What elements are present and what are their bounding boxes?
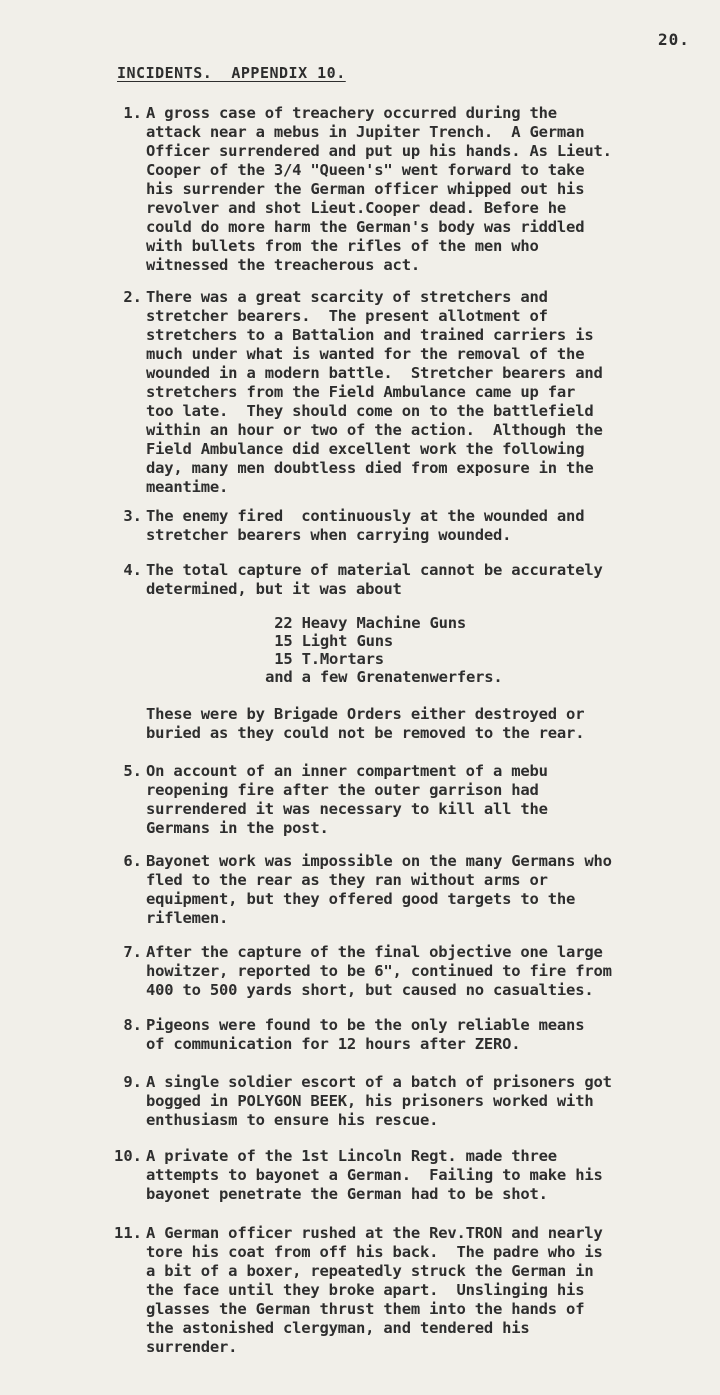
- text-line: enthusiasm to ensure his rescue.: [146, 1111, 439, 1129]
- text-line: equipment, but they offered good targets to the: [146, 890, 576, 908]
- text-line: fled to the rear as they ran without arms or: [146, 871, 548, 889]
- text-line: could do more harm the German's body was riddled: [146, 218, 585, 236]
- text-line: howitzer, reported to be 6", continued to fire from: [146, 962, 612, 980]
- text-line: There was a great scarcity of stretchers and: [146, 288, 548, 306]
- text-line: stretcher bearers. The present allotment of: [146, 307, 548, 325]
- item-number: 9.: [123, 1073, 142, 1091]
- page-number: 20.: [658, 30, 690, 49]
- text-line: On account of an inner compartment of a mebu: [146, 762, 548, 780]
- text-line: 400 to 500 yards short, but caused no casualties.: [146, 981, 594, 999]
- text-line: surrender.: [146, 1338, 238, 1356]
- text-line: of communication for 12 hours after ZERO.: [146, 1035, 521, 1053]
- item-text: [146, 1224, 603, 1357]
- text-line: surrendered it was necessary to kill all the: [146, 800, 548, 818]
- text-line: within an hour or two of the action. Although the: [146, 421, 603, 439]
- item-text: [146, 561, 603, 599]
- text-line: The total capture of material cannot be accurately: [146, 561, 603, 579]
- item-text: [146, 1016, 584, 1054]
- text-line: with bullets from the rifles of the men who: [146, 237, 539, 255]
- text-line: These were by Brigade Orders either destroyed or: [146, 705, 585, 723]
- text-line: A gross case of treachery occurred during the: [146, 104, 557, 122]
- text-line: determined, but it was about: [146, 580, 402, 598]
- text-line: Bayonet work was impossible on the many Germans who: [146, 852, 612, 870]
- text-line: bogged in POLYGON BEEK, his prisoners worked with: [146, 1092, 594, 1110]
- list-item: 15 T.Mortars: [256, 650, 384, 668]
- text-line: A private of the 1st Lincoln Regt. made three: [146, 1147, 557, 1165]
- text-line: a bit of a boxer, repeatedly struck the German in: [146, 1262, 594, 1280]
- text-line: Germans in the post.: [146, 819, 329, 837]
- text-line: stretchers from the Field Ambulance came up far: [146, 383, 576, 401]
- text-line: Field Ambulance did excellent work the following: [146, 440, 585, 458]
- text-line: riflemen.: [146, 909, 229, 927]
- text-line: glasses the German thrust them into the hands of: [146, 1300, 585, 1318]
- item-number: 2.: [123, 288, 142, 306]
- item-number: 8.: [123, 1016, 142, 1034]
- item-text: [146, 943, 612, 1000]
- text-line: Cooper of the 3/4 "Queen's" went forward to take: [146, 161, 585, 179]
- text-line: A single soldier escort of a batch of prisoners got: [146, 1073, 612, 1091]
- text-line: too late. They should come on to the battlefield: [146, 402, 594, 420]
- page-title: INCIDENTS. APPENDIX 10.: [117, 64, 346, 82]
- item-text: [146, 1147, 603, 1204]
- text-line: day, many men doubtless died from exposure in the: [146, 459, 594, 477]
- text-line: reopening fire after the outer garrison had: [146, 781, 539, 799]
- list-item: and a few Grenatenwerfers.: [256, 668, 503, 686]
- text-line: A German officer rushed at the Rev.TRON and nearly: [146, 1224, 603, 1242]
- text-line: stretcher bearers when carrying wounded.: [146, 526, 512, 544]
- item-text: [146, 852, 612, 928]
- item-text-continued: [146, 705, 584, 743]
- item-number: 4.: [123, 561, 142, 579]
- list-item: 22 Heavy Machine Guns: [256, 614, 467, 632]
- captured-material-list: [256, 614, 503, 686]
- text-line: bayonet penetrate the German had to be shot.: [146, 1185, 548, 1203]
- item-number: 10.: [114, 1147, 142, 1165]
- text-line: meantime.: [146, 478, 229, 496]
- text-line: the astonished clergyman, and tendered his: [146, 1319, 530, 1337]
- text-line: tore his coat from off his back. The padre who is: [146, 1243, 603, 1261]
- item-text: [146, 762, 548, 838]
- text-line: Pigeons were found to be the only reliable means: [146, 1016, 585, 1034]
- item-number: 7.: [123, 943, 142, 961]
- text-line: his surrender the German officer whipped out his: [146, 180, 585, 198]
- item-number: 5.: [123, 762, 142, 780]
- text-line: buried as they could not be removed to the rear.: [146, 724, 585, 742]
- text-line: revolver and shot Lieut.Cooper dead. Before he: [146, 199, 567, 217]
- item-number: 1.: [123, 104, 142, 122]
- text-line: the face until they broke apart. Unslinging his: [146, 1281, 585, 1299]
- text-line: The enemy fired continuously at the wounded and: [146, 507, 585, 525]
- text-line: wounded in a modern battle. Stretcher bearers and: [146, 364, 603, 382]
- text-line: attempts to bayonet a German. Failing to make his: [146, 1166, 603, 1184]
- item-number: 6.: [123, 852, 142, 870]
- text-line: witnessed the treacherous act.: [146, 256, 420, 274]
- text-line: Officer surrendered and put up his hands. As Lieut.: [146, 142, 612, 160]
- text-line: stretchers to a Battalion and trained carriers is: [146, 326, 594, 344]
- text-line: much under what is wanted for the removal of the: [146, 345, 585, 363]
- text-line: attack near a mebus in Jupiter Trench. A German: [146, 123, 585, 141]
- item-text: [146, 1073, 612, 1130]
- list-item: 15 Light Guns: [256, 632, 393, 650]
- text-line: After the capture of the final objective one large: [146, 943, 603, 961]
- item-text: [146, 104, 612, 275]
- item-text: [146, 507, 584, 545]
- item-text: [146, 288, 603, 497]
- item-number: 11.: [114, 1224, 142, 1242]
- item-number: 3.: [123, 507, 142, 525]
